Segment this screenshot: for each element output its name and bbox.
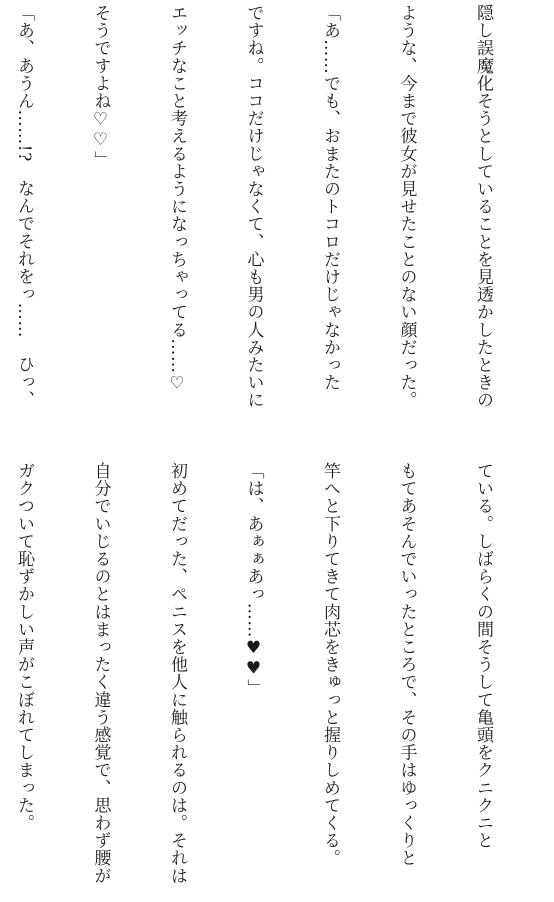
text-line: そうですよね♡♡」 [90,4,111,169]
text-line: もてあそんでいったところで、その手はゆっくりと [396,462,417,867]
text-line: 「は、あぁぁあっ……♥♥」 [243,462,264,697]
text-line: 「あ……でも、おまたのトコロだけじゃなかった [320,4,340,392]
text-line: ガクついて恥ずかしい声がこぼれてしまった。 [14,462,34,832]
text-line: 「あ、あうん……!? なんでそれをっ…… ひっ、 [14,4,34,409]
text-line: ですね。ココだけじゃなくて、心も男の人みたいに [243,4,264,409]
text-block-top [0,4,546,440]
text-line: エッチなこと考えるようになっちゃってる……♡ [167,4,187,395]
text-block-bottom [0,462,546,898]
text-line: ような、今まで彼女が見せたことのない顔だった。 [396,4,417,409]
text-line: 初めてだった、ペニスを他人に触られるのは。それは [167,462,187,885]
text-line: 隠し誤魔化そうとしていることを見透かしたときの [473,4,493,409]
text-line: ている。しばらくの間そうして亀頭をクニクニと [473,462,493,850]
text-line: 自分でいじるのとはまったく違う感覚で、思わず腰が [90,462,111,885]
text-line: 竿へと下りてきて肉芯をきゅっと握りしめてくる。 [320,462,340,867]
